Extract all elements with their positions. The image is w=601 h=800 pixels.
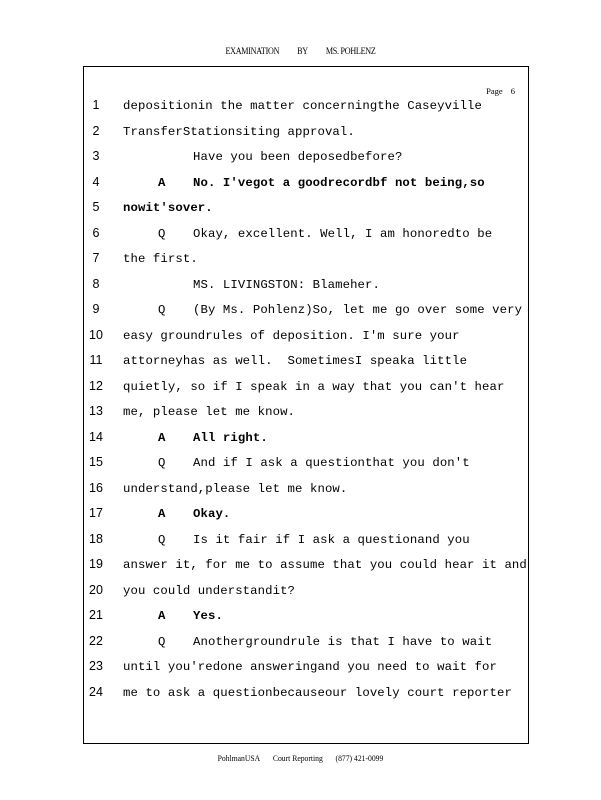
line-number: 11 [89,353,103,367]
line-number: 5 [92,200,100,214]
line-text: depositionin the matter concerningthe Caseyville [123,99,483,113]
line-number: 10 [89,327,103,342]
line-number: 14 [89,429,103,444]
footer-service: Court Reporting [272,753,323,763]
line-number: 3 [92,149,100,163]
footer-company: PohlmanUSA [217,753,261,763]
line-text: me to ask a questionbecauseour lovely court reporter [123,685,512,700]
transcript-line [0,379,601,399]
line-number: 1 [92,98,100,112]
line-number: 15 [89,455,103,469]
transcript-line [0,685,601,705]
transcript-line [0,277,601,297]
line-text: attorneyhas as well. SometimesI speaka little [123,354,468,368]
line-number: 16 [89,480,103,495]
line-number: 2 [92,123,100,138]
question-marker: Q [158,532,166,547]
line-text: me, please let me know. [123,405,296,419]
transcript-line [0,532,601,552]
transcript-line [0,557,601,577]
line-text: All right. [193,430,268,445]
transcript-line [0,328,601,348]
line-text: And if I ask a questionthat you don't [193,456,470,470]
line-text: Is it fair if I ask a questionand you [193,532,470,547]
line-number: 6 [92,225,100,240]
transcript-line [0,608,601,628]
line-text: you could understandit? [123,583,296,598]
transcript-line [0,583,601,603]
transcript-line [0,481,601,501]
transcript-line [0,634,601,654]
line-text: until you'redone answeringand you need to wait for [123,660,497,674]
transcript-line [0,659,601,679]
line-number: 22 [89,633,103,648]
line-number: 7 [92,251,100,265]
line-text: Okay, excellent. Well, I am honoredto be [193,226,493,241]
footer-phone: (877) 421-0099 [335,753,384,763]
page-label: Page [486,86,503,96]
question-marker: Q [158,634,166,649]
line-text: answer it, for me to assume that you could hear it and [123,558,527,572]
transcript-line [0,430,601,450]
transcript-line [0,506,601,526]
transcript-line [0,175,601,195]
line-number: 18 [89,531,103,546]
transcript-line [0,455,601,475]
line-text: quietly, so if I speak in a way that you can't hear [123,379,505,394]
header-by: BY [297,46,308,56]
line-text: Okay. [193,507,231,521]
line-number: 12 [89,378,103,393]
transcript-line [0,353,601,373]
page-footer [30,753,571,763]
answer-marker: A [158,430,166,445]
line-number: 19 [89,557,103,571]
line-text: TransferStationsiting approval. [123,124,355,139]
page-number [480,86,515,96]
answer-marker: A [158,175,166,190]
line-text: easy groundrules of deposition. I'm sure your [123,328,460,343]
question-marker: Q [158,303,166,317]
transcript-line [0,124,601,144]
header-title: EXAMINATION [225,46,280,56]
line-number: 20 [89,582,103,597]
page-value: 6 [510,86,515,96]
answer-marker: A [158,609,166,623]
line-text: the first. [123,252,198,266]
line-text: (By Ms. Pohlenz)So, let me go over some very [193,303,523,317]
page-header [30,46,571,56]
header-examiner: MS. POHLENZ [325,46,376,56]
question-marker: Q [158,226,166,241]
line-number: 4 [92,174,100,189]
line-text: Anothergroundrule is that I have to wait [193,634,493,649]
transcript-line [0,149,601,169]
answer-marker: A [158,507,166,521]
line-text: Have you been deposedbefore? [193,150,403,164]
line-text: understand,please let me know. [123,481,348,496]
line-number: 13 [89,404,103,418]
transcript-line [0,302,601,322]
line-number: 17 [89,506,103,520]
transcript-line [0,98,601,118]
line-text: No. I'vegot a goodrecordbf not being,so [193,175,485,190]
line-number: 24 [89,684,103,699]
transcript-line [0,251,601,271]
transcript-line [0,404,601,424]
line-number: 8 [92,276,100,291]
line-number: 23 [89,659,103,673]
transcript-line [0,226,601,246]
line-number: 21 [89,608,103,622]
line-text: nowit'sover. [123,201,213,215]
transcript-line [0,200,601,220]
line-text: MS. LIVINGSTON: Blameher. [193,277,380,292]
line-number: 9 [92,302,100,316]
question-marker: Q [158,456,166,470]
line-text: Yes. [193,609,223,623]
